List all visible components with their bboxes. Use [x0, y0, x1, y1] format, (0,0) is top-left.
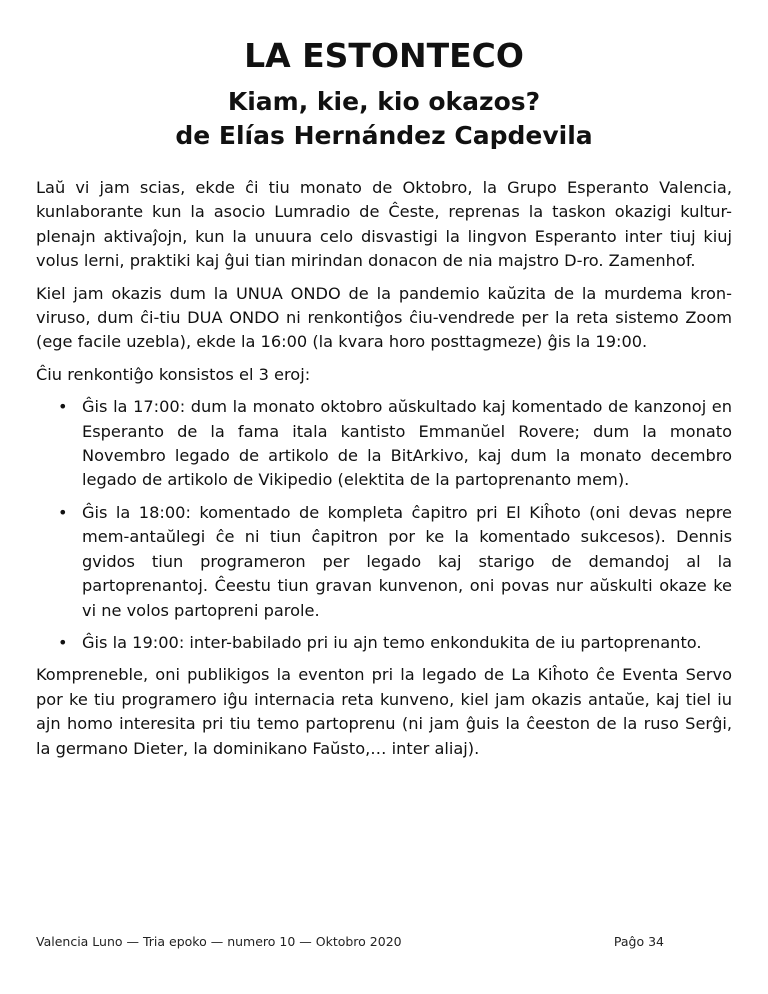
paragraph-parts-intro: Ĉiu renkontiĝo konsistos el 3 eroj: [36, 364, 311, 384]
bullet-marker: • [58, 397, 68, 417]
list-item [58, 631, 732, 655]
article-byline: de Elías Hernández Capdevila [175, 121, 593, 150]
article-body [36, 176, 732, 769]
bullet-marker: • [58, 632, 68, 652]
footer-publication: Valencia Luno — Tria epoko — numero 10 — Oktobro 2020 [36, 934, 402, 949]
list-item-text: Ĝis la 18:00: komentado de kompleta ĉapitro pri El Kiĥoto (oni devas nepre mem-antaŭlegi ĉe ni tiun ĉapitron por ke la komentado sukcesos). Dennis gvidos tiun programeron per legado kaj starigo de demandoj al la partoprenantoj. Ĉeestu tiun gravan kunvenon, oni povas nur aŭskulti okaze ke vi ne volos partopreni parole. [82, 502, 732, 620]
paragraph-intro: Laŭ vi jam scias, ekde ĉi tiu monato de Oktobro, la Grupo Esperanto Valencia, kunlaborante kun la asocio Lumradio de Ĉeste, reprenas la taskon okazigi kultur-plenajn aktivaĵojn, kun la unuura celo disvastigi la lingvon Esperanto inter tiuj kiuj volus lerni, praktiki kaj ĝui tian mirindan donacon de nia majstro D-ro. Zamenhof. [36, 178, 732, 271]
list-item-text: Ĝis la 19:00: inter-babilado pri iu ajn temo enkondukita de iu partoprenanto. [82, 632, 702, 652]
list-item [58, 501, 732, 623]
paragraph-schedule: Kiel jam okazis dum la UNUA ONDO de la pandemio kaŭzita de la murdema kron-viruso, dum ĉi-tiu DUA ONDO ni renkontiĝos ĉiu-vendrede per la reta sistemo Zoom (ege facile uzebla), ekde la 16:00 (la kvara horo posttagmeze) ĝis la 19:00. [36, 283, 732, 352]
list-item-text: Ĝis la 17:00: dum la monato oktobro aŭskultado kaj komentado de kanzonoj en Esperanto de la fama itala kantisto Emmanŭel Rovere; dum la monato Novembro legado de artikolo de la BitArkivo, kaj dum la monato decembro legado de artikolo de Vikipedio (elektita de la partoprenanto mem). [82, 397, 732, 490]
page-footer [36, 934, 664, 950]
bullet-marker: • [58, 502, 68, 522]
article-title: LA ESTONTECO [244, 36, 524, 75]
parts-list [36, 395, 732, 655]
footer-page-number: Paĝo 34 [613, 934, 664, 949]
article-subtitle: Kiam, kie, kio okazos? [227, 87, 541, 116]
paragraph-closing: Kompreneble, oni publikigos la eventon pri la legado de La Kiĥoto ĉe Eventa Servo por ke tiu programero iĝu internacia reta kunveno, kiel jam okazis antaŭe, kaj tiel iu ajn homo interesita pri tiu temo partoprenu (ni jam ĝuis la ĉeeston de la ruso Serĝi, la germano Dieter, la dominikano Faŭsto,… inter aliaj). [36, 665, 732, 758]
list-item [58, 395, 732, 493]
